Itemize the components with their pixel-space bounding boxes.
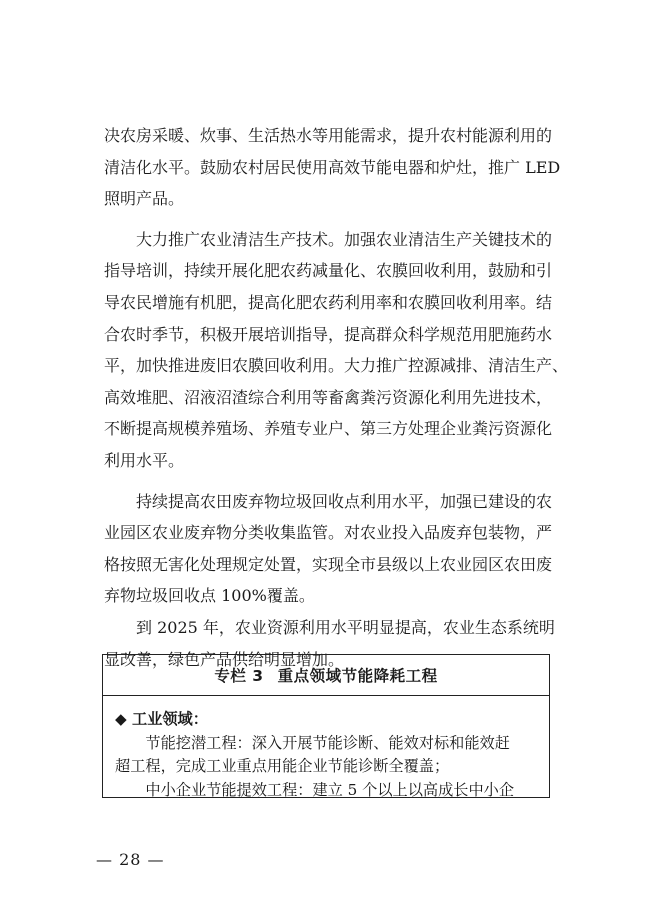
paragraph-2 (104, 224, 569, 477)
text-line: 平，加快推进废旧农膜回收利用。大力推广控源减排、清洁生产、 (104, 356, 569, 376)
body-text (104, 120, 569, 675)
text-line: 指导培训，持续开展化肥农药减量化、农膜回收利用，鼓励和引 (104, 261, 553, 281)
text-line: 高效堆肥、沼液沼渣综合利用等畜禽粪污资源化利用先进技术， (104, 387, 553, 407)
text-line: 不断提高规模养殖场、养殖专业户、第三方处理企业粪污资源化 (104, 419, 553, 439)
paragraph-1 (104, 120, 562, 215)
text-line: 到 2025 年，农业资源利用水平明显提高，农业生态系统明 (136, 617, 555, 637)
text-line: 大力推广农业清洁生产技术。加强农业清洁生产关键技术的 (136, 229, 553, 249)
page-number: — 28 — (96, 850, 165, 869)
paragraph-3 (104, 486, 562, 612)
box-body (103, 696, 549, 802)
box-title (103, 655, 549, 696)
text-line: 清洁化水平。鼓励农村居民使用高效节能电器和炉灶，推广 LED (104, 157, 561, 177)
text-line: 持续提高农田废弃物垃圾回收点利用水平，加强已建设的农 (136, 491, 553, 511)
text-line: 合农时季节，积极开展培训指导，提高群众科学规范用肥施药水 (104, 324, 553, 344)
special-column-box (102, 654, 550, 798)
box-title-text: 重点领域节能降耗工程 (277, 667, 438, 685)
text-line: 决农房采暖、炊事、生活热水等用能需求，提升农村能源利用的 (104, 126, 553, 145)
text-line: 弃物垃圾回收点 100%覆盖。 (104, 586, 315, 606)
box-text-line: 中小企业节能提效工程：建立 5 个以上以高成长中小企 (145, 780, 515, 799)
text-line: 显改善，绿色产品供给明显增加。 (104, 649, 345, 669)
box-title-number: 专栏 3 (214, 667, 264, 685)
text-line: 业园区农业废弃物分类收集监管。对农业投入品废弃包装物，严 (104, 523, 553, 543)
box-section-heading: ◆ 工业领域： (115, 710, 208, 728)
box-text-line: 节能挖潜工程：深入开展节能诊断、能效对标和能效赶 (145, 733, 510, 752)
box-text-line: 超工程，完成工业重点用能企业节能诊断全覆盖； (115, 757, 450, 776)
text-line: 利用水平。 (104, 450, 185, 470)
text-line: 导农民增施有机肥，提高化肥农药利用率和农膜回收利用率。结 (104, 292, 553, 312)
text-line: 格按照无害化处理规定处置，实现全市县级以上农业园区农田废 (104, 554, 553, 574)
text-line: 照明产品。 (104, 189, 185, 209)
